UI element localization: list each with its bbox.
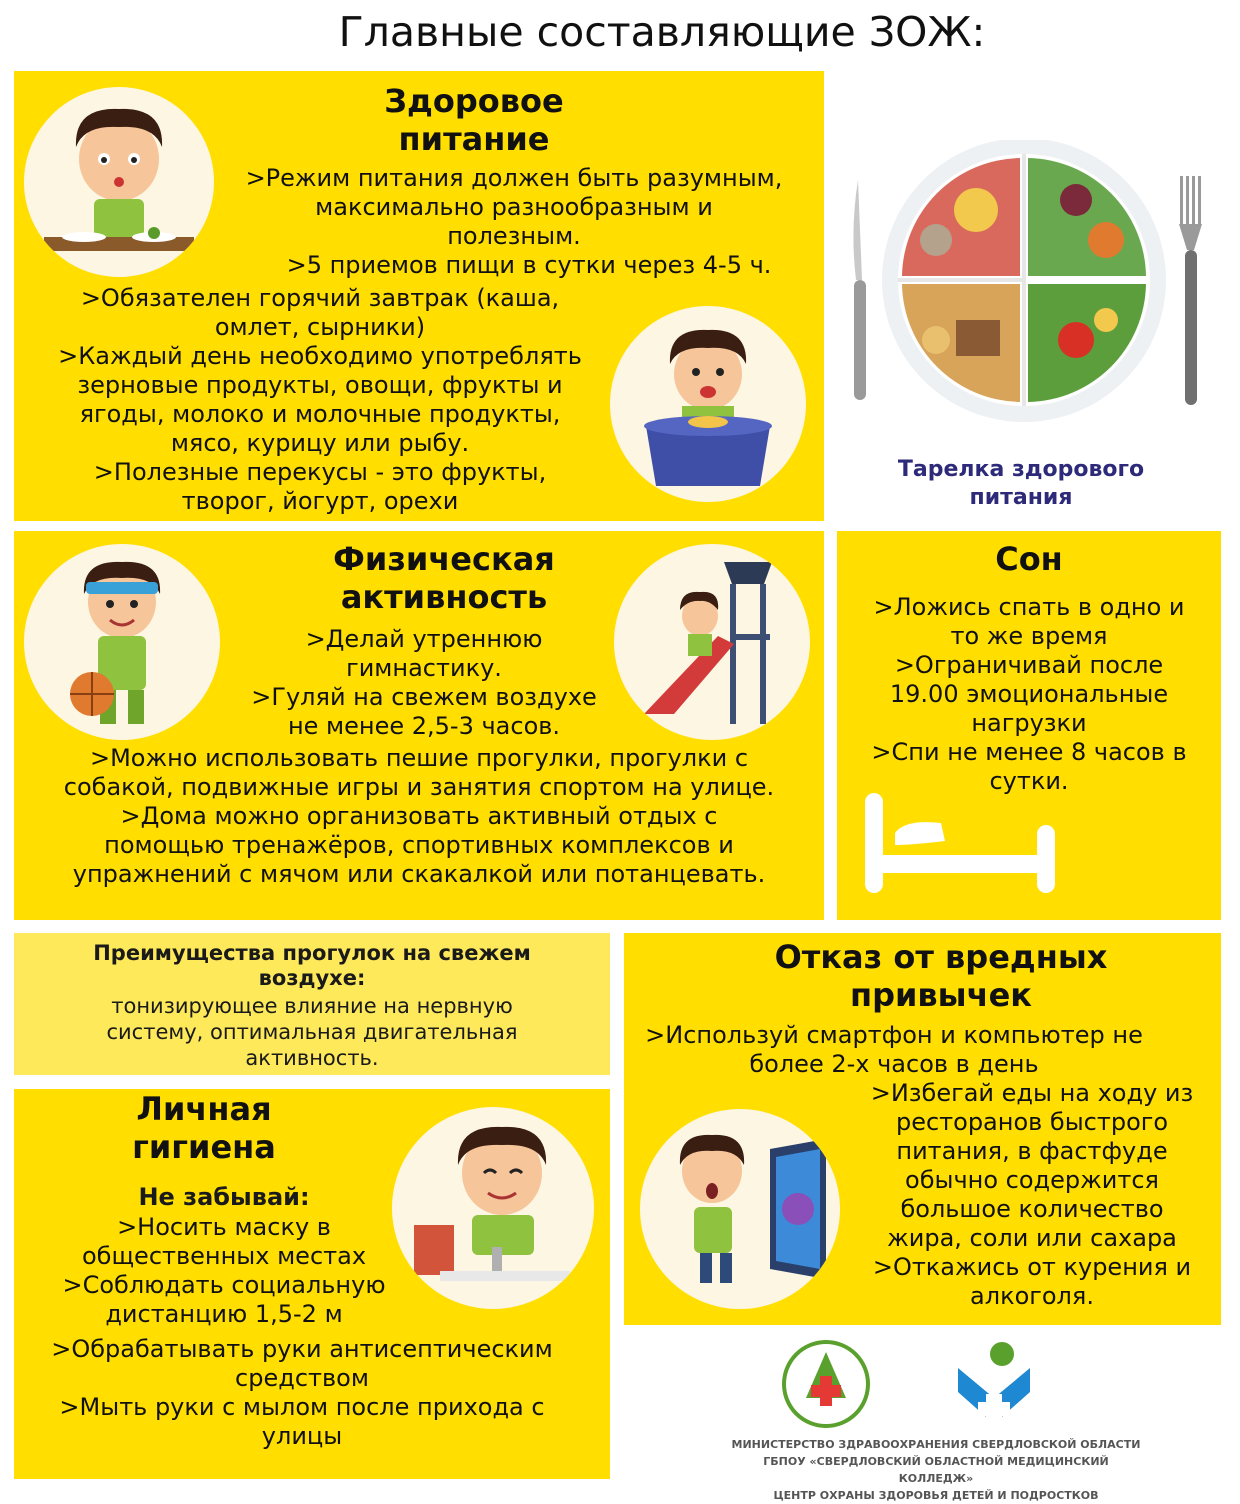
- hygiene-heading-line-1: Личная: [136, 1090, 272, 1128]
- nutrition-line: >Режим питания должен быть разумным,: [245, 164, 783, 192]
- sleep-card: [837, 531, 1221, 920]
- activity-line: помощью тренажёров, спортивных комплексов и: [104, 831, 734, 859]
- habits-line: >Избегай еды на ходу из: [870, 1079, 1194, 1107]
- nutrition-line: ягоды, молоко и молочные продукты,: [79, 400, 561, 428]
- footer-line-3: ЦЕНТР ОХРАНЫ ЗДОРОВЬЯ ДЕТЕЙ И ПОДРОСТКОВ: [773, 1489, 1099, 1502]
- hygiene-line: >Носить маску в: [117, 1213, 331, 1241]
- walks-heading-line-2: воздухе:: [258, 966, 366, 990]
- sleep-line: нагрузки: [971, 709, 1087, 737]
- boy-eating-illustration: [24, 87, 214, 277]
- activity-line: упражнений с мячом или скакалкой или потанцевать.: [72, 860, 766, 888]
- bed-icon: [861, 789, 1061, 899]
- nutrition-line: >Обязателен горячий завтрак (каша,: [80, 284, 560, 312]
- sleep-line: >Ограничивай после: [894, 651, 1164, 679]
- boy-at-table-illustration: [610, 306, 806, 502]
- habits-line: жира, соли или сахара: [887, 1224, 1177, 1252]
- hygiene-line: улицы: [261, 1422, 343, 1450]
- habits-line: питания, в фастфуде: [896, 1137, 1168, 1165]
- activity-line: не менее 2,5-3 часов.: [287, 712, 561, 740]
- activity-line: >Можно использовать пешие прогулки, прогулки с: [89, 744, 749, 772]
- habits-line: ресторанов быстрого: [895, 1108, 1169, 1136]
- sleep-line: >Ложись спать в одно и: [873, 593, 1185, 621]
- sleep-heading: Сон: [995, 540, 1063, 578]
- bad-habits-card: [624, 933, 1221, 1325]
- activity-card: [14, 531, 824, 920]
- hygiene-line: дистанцию 1,5-2 м: [105, 1300, 343, 1328]
- boy-scared-of-screen-illustration: [640, 1109, 840, 1309]
- sleep-line: то же время: [950, 622, 1108, 650]
- activity-line: >Дома можно организовать активный отдых с: [120, 802, 718, 830]
- hygiene-line: >Обрабатывать руки антисептическим: [51, 1335, 553, 1363]
- footer-line-2: ГБПОУ «СВЕРДЛОВСКИЙ ОБЛАСТНОЙ МЕДИЦИНСКИЙ КОЛЛЕДЖ»: [763, 1455, 1109, 1485]
- activity-line: >Гуляй на свежем воздухе: [251, 683, 597, 711]
- habits-heading-line-1: Отказ от вредных: [774, 938, 1108, 976]
- nutrition-line: зерновые продукты, овощи, фрукты и: [77, 371, 563, 399]
- habits-line: >Откажись от курения и: [872, 1253, 1192, 1281]
- hygiene-card: [14, 1089, 610, 1479]
- nutrition-line: >Каждый день необходимо употреблять: [58, 342, 582, 370]
- walks-line: систему, оптимальная двигательная: [106, 1020, 518, 1044]
- boy-washing-hands-illustration: [392, 1107, 594, 1309]
- activity-line: >Делай утреннюю: [305, 625, 543, 653]
- activity-line: собакой, подвижные игры и занятия спортом на улице.: [63, 773, 775, 801]
- hygiene-heading-line-2: гигиена: [132, 1127, 276, 1166]
- healthy-plate-illustration: [846, 140, 1216, 430]
- walks-heading-line-1: Преимущества прогулок на свежем: [93, 941, 531, 965]
- walks-line: тонизирующее влияние на нервную: [111, 994, 513, 1018]
- hygiene-line: средством: [235, 1364, 369, 1392]
- health-center-logo: [948, 1338, 1040, 1430]
- boy-on-slide-illustration: [614, 544, 810, 740]
- footer-line-1: МИНИСТЕРСТВО ЗДРАВООХРАНЕНИЯ СВЕРДЛОВСКОЙ ОБЛАСТИ: [731, 1438, 1141, 1451]
- nutrition-card: [14, 71, 824, 521]
- sleep-line: >Спи не менее 8 часов в: [871, 738, 1187, 766]
- activity-line: гимнастику.: [346, 654, 502, 682]
- nutrition-line: творог, йогурт, орехи: [181, 487, 459, 515]
- habits-line: обычно содержится: [905, 1166, 1159, 1194]
- habits-line: большое количество: [900, 1195, 1164, 1223]
- habits-line: алкоголя.: [970, 1282, 1094, 1310]
- habits-line: >Используй смартфон и компьютер не: [645, 1021, 1143, 1049]
- walks-benefits-card: [14, 933, 610, 1075]
- nutrition-line: мясо, курицу или рыбу.: [170, 429, 470, 457]
- sleep-line: 19.00 эмоциональные: [889, 680, 1169, 708]
- hygiene-line: общественных местах: [81, 1242, 367, 1270]
- habits-line: более 2-х часов в день: [749, 1050, 1039, 1078]
- hygiene-line: >Соблюдать социальную: [62, 1271, 386, 1299]
- habits-heading-line-2: привычек: [849, 975, 1032, 1014]
- activity-heading-line-1: Физическая: [333, 540, 555, 578]
- boy-with-ball-illustration: [24, 544, 220, 740]
- nutrition-line: максимально разнообразным и: [315, 193, 713, 221]
- page-title: Главные составляющие ЗОЖ:: [338, 8, 986, 56]
- plate-caption-line-1: Тарелка здорового: [897, 457, 1145, 482]
- nutrition-line: полезным.: [447, 222, 581, 250]
- walks-line: активность.: [245, 1046, 379, 1070]
- hygiene-subheading: Не забывай:: [138, 1183, 310, 1211]
- sleep-line: сутки.: [989, 767, 1069, 795]
- hygiene-line: >Мыть руки с мылом после прихода с: [59, 1393, 545, 1421]
- nutrition-line: >5 приемов пищи в сутки через 4-5 ч.: [286, 251, 772, 279]
- activity-heading-line-2: активность: [340, 577, 548, 616]
- plate-caption-line-2: питания: [969, 485, 1073, 510]
- nutrition-line: >Полезные перекусы - это фрукты,: [93, 458, 547, 486]
- nutrition-line: омлет, сырники): [214, 313, 426, 341]
- college-emblem-logo: [780, 1338, 872, 1430]
- nutrition-heading-line-1: Здоровое: [384, 82, 564, 120]
- nutrition-heading-line-2: питание: [398, 119, 550, 158]
